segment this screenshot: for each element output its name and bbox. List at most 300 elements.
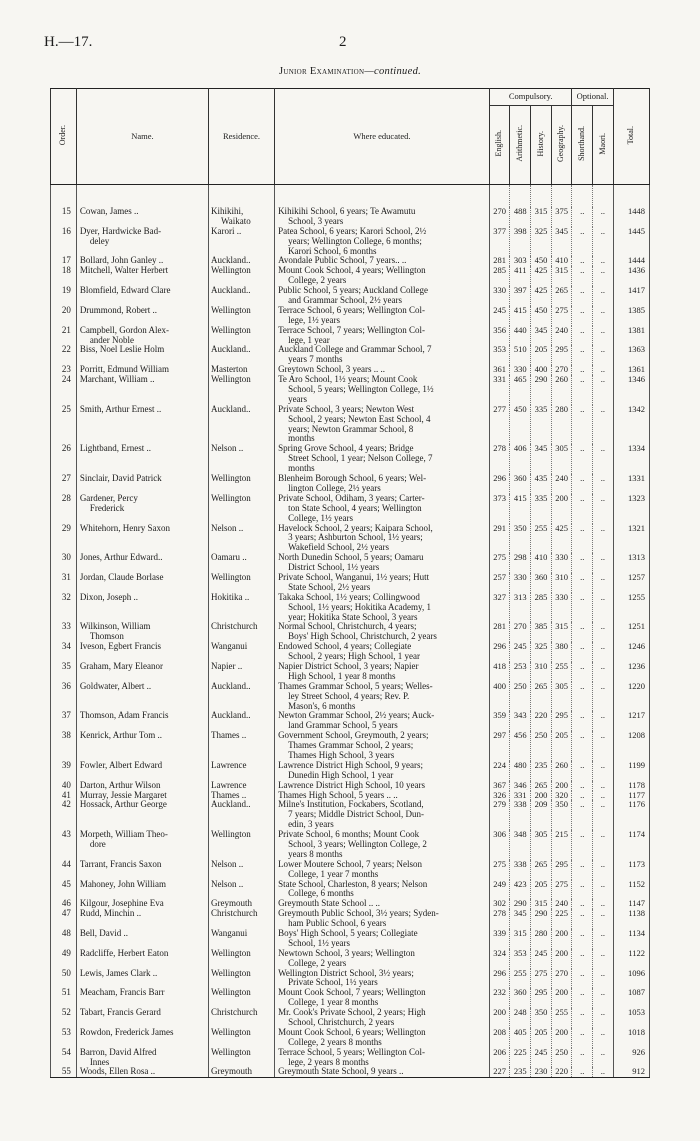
order-cell: 30 <box>51 553 77 573</box>
cell-line: ham Public School, 6 years <box>288 918 387 929</box>
score-cell: 345 <box>531 326 552 346</box>
order-cell: 18 <box>51 266 77 286</box>
score-cell: .. <box>572 524 593 554</box>
cell-line: Kilgour, Josephine Eva <box>79 898 164 909</box>
score-cell: 255 <box>551 1008 572 1028</box>
educated-cell <box>275 711 490 731</box>
table-row <box>51 207 650 227</box>
score-cell: .. <box>593 711 614 731</box>
score-cell: 260 <box>551 375 572 405</box>
cell-line: dore <box>89 839 106 849</box>
cell-line: College, 1 year 8 months <box>288 997 379 1008</box>
cell-line: Auckland.. <box>210 255 251 266</box>
total-cell: 1053 <box>613 1008 649 1028</box>
cell-line: Hossack, Arthur George <box>79 799 167 810</box>
score-cell: .. <box>593 899 614 909</box>
order-cell: 21 <box>51 326 77 346</box>
cell-line: Greymouth <box>210 1066 252 1077</box>
cell-line: School, 1½ years; Hokitika Academy, 1 <box>288 601 431 612</box>
cell-line: Sinclair, David Patrick <box>79 473 162 484</box>
table-row <box>51 731 650 761</box>
cell-line: Christchurch <box>210 908 258 919</box>
educated-cell <box>275 266 490 286</box>
score-cell: 295 <box>551 345 572 365</box>
residence-cell <box>208 860 274 880</box>
cell-line: Wellington <box>210 987 251 998</box>
cell-line: Private School, Odiham, 3 years; Carter- <box>278 492 425 503</box>
score-cell: 425 <box>551 524 572 554</box>
table-row <box>51 405 650 445</box>
score-cell: 418 <box>489 662 510 682</box>
score-cell: 200 <box>551 949 572 969</box>
cell-line: Darton, Arthur Wilson <box>79 779 161 790</box>
residence-cell <box>208 642 274 662</box>
score-cell: 220 <box>531 711 552 731</box>
order-cell: 35 <box>51 662 77 682</box>
cell-line: Nelson .. <box>210 522 244 533</box>
table-row <box>51 524 650 554</box>
score-cell: .. <box>593 662 614 682</box>
order-cell: 32 <box>51 593 77 623</box>
score-cell: 298 <box>510 553 531 573</box>
cell-line: College, 2 years 8 months <box>288 1036 382 1047</box>
table-row <box>51 761 650 781</box>
total-cell: 1138 <box>613 909 649 929</box>
name-cell <box>76 1008 208 1028</box>
cell-line: State School, Charleston, 8 years; Nelson <box>278 878 428 889</box>
score-cell: .. <box>593 791 614 801</box>
score-cell: .. <box>593 731 614 761</box>
score-cell: 224 <box>489 761 510 781</box>
cell-line: Rudd, Minchin .. <box>79 908 142 919</box>
score-cell: 339 <box>489 929 510 949</box>
educated-cell <box>275 1048 490 1068</box>
score-cell: 245 <box>531 949 552 969</box>
educated-cell <box>275 761 490 781</box>
order-cell: 44 <box>51 860 77 880</box>
score-cell: .. <box>572 899 593 909</box>
score-cell: 200 <box>551 1028 572 1048</box>
score-cell: 275 <box>489 860 510 880</box>
table-row <box>51 553 650 573</box>
cell-line: Nelson .. <box>210 878 244 889</box>
score-cell: 270 <box>551 365 572 375</box>
score-cell: .. <box>572 860 593 880</box>
table-row <box>51 662 650 682</box>
score-cell: .. <box>572 988 593 1008</box>
score-cell: 488 <box>510 207 531 227</box>
cell-line: State School, 2½ years <box>288 581 371 592</box>
residence-cell <box>208 880 274 900</box>
educated-cell <box>275 662 490 682</box>
educated-cell <box>275 860 490 880</box>
score-cell: .. <box>572 474 593 494</box>
score-cell: 303 <box>510 256 531 266</box>
cell-line: Innes <box>89 1056 110 1067</box>
residence-cell <box>208 929 274 949</box>
score-cell: 208 <box>489 1028 510 1048</box>
score-cell: 235 <box>510 1067 531 1077</box>
score-cell: .. <box>593 444 614 474</box>
score-cell: .. <box>593 860 614 880</box>
cell-line: Frederick <box>89 502 125 513</box>
total-cell: 1255 <box>613 593 649 623</box>
table-row <box>51 800 650 830</box>
cell-line: Morpeth, William Theo- <box>79 829 168 840</box>
subtitle-continued: —continued. <box>364 66 422 77</box>
score-cell: 338 <box>510 800 531 830</box>
score-cell: 227 <box>489 1067 510 1077</box>
cell-line: School, 3 years; Wellington College, 2 <box>288 839 427 849</box>
total-cell: 1361 <box>613 365 649 375</box>
name-cell <box>76 909 208 929</box>
cell-line: College, 2 years <box>288 275 347 286</box>
name-cell <box>76 949 208 969</box>
cell-line: Wellington <box>210 374 251 385</box>
score-cell: .. <box>593 622 614 642</box>
cell-line: Wellington <box>210 1026 251 1037</box>
table-row <box>51 326 650 346</box>
cell-line: ley Street School, 4 years; Rev. P. <box>288 690 410 701</box>
score-cell: 367 <box>489 781 510 791</box>
total-cell: 1177 <box>613 791 649 801</box>
cell-line: School, 2 years; High School, 1 year <box>288 651 421 662</box>
name-cell <box>76 266 208 286</box>
score-cell: .. <box>572 642 593 662</box>
score-cell: 235 <box>531 761 552 781</box>
score-cell: 296 <box>489 969 510 989</box>
score-cell: 250 <box>531 731 552 761</box>
score-cell: .. <box>572 553 593 573</box>
cell-line: Wellington <box>210 304 251 315</box>
score-cell: 255 <box>551 662 572 682</box>
score-cell: .. <box>572 326 593 346</box>
name-cell <box>76 444 208 474</box>
score-cell: 411 <box>510 266 531 286</box>
cell-line: Auckland.. <box>210 344 251 355</box>
cell-line: deley <box>89 235 110 246</box>
table-row <box>51 969 650 989</box>
table-row <box>51 682 650 712</box>
score-cell: 400 <box>531 365 552 375</box>
score-cell: 240 <box>551 899 572 909</box>
residence-cell <box>208 682 274 712</box>
total-cell: 1152 <box>613 880 649 900</box>
score-cell: 270 <box>551 969 572 989</box>
order-cell: 31 <box>51 573 77 593</box>
order-cell: 27 <box>51 474 77 494</box>
col-english-header: English. <box>489 106 510 185</box>
cell-line: Lawrence District High School, 10 years <box>278 779 426 790</box>
score-cell: 250 <box>551 1048 572 1068</box>
order-cell: 54 <box>51 1048 77 1068</box>
score-cell: 356 <box>489 326 510 346</box>
name-cell <box>76 1028 208 1048</box>
score-cell: 230 <box>531 1067 552 1077</box>
total-cell: 1208 <box>613 731 649 761</box>
order-cell: 46 <box>51 899 77 909</box>
score-cell: 270 <box>510 622 531 642</box>
score-cell: .. <box>572 711 593 731</box>
score-cell: 275 <box>551 880 572 900</box>
score-cell: 410 <box>531 553 552 573</box>
score-cell: .. <box>593 1008 614 1028</box>
total-cell: 1313 <box>613 553 649 573</box>
cell-line: years 7 months <box>288 354 343 365</box>
cell-line: land Grammar School, 5 years <box>288 720 398 731</box>
order-cell: 17 <box>51 256 77 266</box>
score-cell: 200 <box>489 1008 510 1028</box>
score-cell: 277 <box>489 405 510 445</box>
score-cell: .. <box>593 1028 614 1048</box>
score-cell: .. <box>593 642 614 662</box>
score-cell: 398 <box>510 227 531 257</box>
cell-line: Private School, Wanganui, 1½ years; Hutt <box>278 571 430 582</box>
col-name-header: Name. <box>76 89 208 185</box>
cell-line: Nelson .. <box>210 443 244 454</box>
educated-cell <box>275 207 490 227</box>
score-cell: .. <box>572 791 593 801</box>
total-cell: 1199 <box>613 761 649 781</box>
cell-line: 3 years; Ashburton School, 1½ years; <box>288 532 423 543</box>
table-row <box>51 929 650 949</box>
cell-line: months <box>288 463 315 474</box>
score-cell: .. <box>593 1048 614 1068</box>
educated-cell <box>275 909 490 929</box>
residence-cell <box>208 524 274 554</box>
cell-line: School, 3 years <box>288 215 344 226</box>
residence-cell <box>208 405 274 445</box>
table-row <box>51 642 650 662</box>
score-cell: .. <box>593 593 614 623</box>
score-cell: .. <box>572 405 593 445</box>
table-row <box>51 711 650 731</box>
name-cell <box>76 800 208 830</box>
score-cell: 305 <box>531 830 552 860</box>
residence-cell <box>208 444 274 474</box>
residence-cell <box>208 711 274 731</box>
educated-cell <box>275 830 490 860</box>
cell-line: College, 6 months <box>288 888 354 899</box>
score-cell: 327 <box>489 593 510 623</box>
cell-line: Oamaru .. <box>210 552 247 563</box>
educated-cell <box>275 573 490 593</box>
name-cell <box>76 731 208 761</box>
total-cell: 1444 <box>613 256 649 266</box>
cell-line: Campbell, Gordon Alex- <box>79 324 170 335</box>
optional-group-header: Optional. <box>572 89 613 106</box>
cell-line: Jordan, Claude Borlase <box>79 571 164 582</box>
order-cell: 47 <box>51 909 77 929</box>
educated-cell <box>275 929 490 949</box>
cell-line: Wellington <box>210 492 251 503</box>
score-cell: 209 <box>531 800 552 830</box>
report-code: H.—17. <box>44 34 93 50</box>
cell-line: Spring Grove School, 4 years; Bridge <box>278 443 414 454</box>
score-cell: 265 <box>531 682 552 712</box>
name-cell <box>76 345 208 365</box>
educated-cell <box>275 474 490 494</box>
score-cell: 280 <box>551 405 572 445</box>
residence-cell <box>208 731 274 761</box>
score-cell: 360 <box>531 573 552 593</box>
table-row <box>51 573 650 593</box>
cell-line: Radcliffe, Herbert Eaton <box>79 947 169 958</box>
order-cell: 37 <box>51 711 77 731</box>
educated-cell <box>275 1028 490 1048</box>
cell-line: Wellington <box>210 947 251 958</box>
score-cell: 200 <box>551 929 572 949</box>
name-cell <box>76 682 208 712</box>
score-cell: .. <box>593 266 614 286</box>
educated-cell <box>275 642 490 662</box>
cell-line: Fowler, Albert Edward <box>79 759 163 770</box>
table-row <box>51 830 650 860</box>
score-cell: 425 <box>531 286 552 306</box>
table-row <box>51 622 650 642</box>
cell-line: Boys' High School, 5 years; Collegiate <box>278 928 418 939</box>
cell-line: months <box>288 433 315 444</box>
cell-line: College, 1 year 7 months <box>288 868 379 879</box>
residence-cell <box>208 909 274 929</box>
cell-line: Wilkinson, William <box>79 621 151 632</box>
residence-cell <box>208 800 274 830</box>
score-cell: 255 <box>531 524 552 554</box>
score-cell: 423 <box>510 880 531 900</box>
residence-cell <box>208 969 274 989</box>
score-cell: 325 <box>531 227 552 257</box>
cell-line: Lightband, Ernest .. <box>79 443 152 454</box>
col-order-header: Order. <box>51 89 77 185</box>
name-cell <box>76 494 208 524</box>
cell-line: Greymouth State School .. .. <box>278 898 381 909</box>
residence-cell <box>208 593 274 623</box>
score-cell: .. <box>593 256 614 266</box>
cell-line: Greymouth State School, 9 years .. <box>278 1066 404 1077</box>
table-subtitle <box>0 66 700 77</box>
score-cell: 297 <box>489 731 510 761</box>
score-cell: .. <box>572 306 593 326</box>
cell-line: Wellington <box>210 473 251 484</box>
score-cell: 324 <box>489 949 510 969</box>
score-cell: 280 <box>531 929 552 949</box>
score-cell: 406 <box>510 444 531 474</box>
score-cell: .. <box>572 880 593 900</box>
order-cell: 39 <box>51 761 77 781</box>
score-cell: 338 <box>510 860 531 880</box>
residence-cell <box>208 266 274 286</box>
score-cell: 450 <box>531 306 552 326</box>
total-cell: 1122 <box>613 949 649 969</box>
score-cell: 225 <box>551 909 572 929</box>
score-cell: 405 <box>510 1028 531 1048</box>
score-cell: 348 <box>510 830 531 860</box>
cell-line: Mitchell, Walter Herbert <box>79 265 169 276</box>
cell-line: Napier .. <box>210 660 243 671</box>
cell-line: and Grammar School, 2½ years <box>288 295 403 306</box>
name-cell <box>76 207 208 227</box>
score-cell: 335 <box>531 494 552 524</box>
cell-line: Wellington <box>210 324 251 335</box>
score-cell: 275 <box>489 553 510 573</box>
score-cell: 245 <box>489 306 510 326</box>
total-cell: 1087 <box>613 988 649 1008</box>
score-cell: 215 <box>551 830 572 860</box>
score-cell: .. <box>572 929 593 949</box>
cell-line: Lawrence <box>210 759 247 770</box>
cell-line: Tarrant, Francis Saxon <box>79 858 162 869</box>
table-row <box>51 880 650 900</box>
score-cell: .. <box>572 444 593 474</box>
cell-line: years; Newton Grammar School, 8 <box>288 423 414 434</box>
total-cell: 1436 <box>613 266 649 286</box>
score-cell: 278 <box>489 444 510 474</box>
cell-line: Thames Grammar School, 5 years; Welles- <box>278 680 433 691</box>
score-cell: .. <box>572 1008 593 1028</box>
name-cell <box>76 622 208 642</box>
residence-cell <box>208 949 274 969</box>
cell-line: Christchurch <box>210 621 258 632</box>
name-cell <box>76 227 208 257</box>
name-cell <box>76 286 208 306</box>
total-cell: 1173 <box>613 860 649 880</box>
score-cell: .. <box>572 227 593 257</box>
score-cell: 415 <box>510 306 531 326</box>
cell-line: High School, 1 year 8 months <box>288 670 396 681</box>
name-cell <box>76 553 208 573</box>
table-row <box>51 306 650 326</box>
score-cell: 360 <box>510 988 531 1008</box>
score-cell: 285 <box>489 266 510 286</box>
cell-line: edin, 3 years <box>288 819 334 830</box>
score-cell: 397 <box>510 286 531 306</box>
col-maori-header: Maori. <box>593 106 614 185</box>
score-cell: .. <box>593 524 614 554</box>
order-cell: 29 <box>51 524 77 554</box>
score-cell: .. <box>593 969 614 989</box>
order-cell: 19 <box>51 286 77 306</box>
cell-line: Biss, Noel Leslie Holm <box>79 344 165 355</box>
name-cell <box>76 830 208 860</box>
score-cell: .. <box>572 781 593 791</box>
score-cell: .. <box>572 909 593 929</box>
score-cell: 250 <box>510 682 531 712</box>
score-cell: .. <box>593 345 614 365</box>
educated-cell <box>275 682 490 712</box>
table-row <box>51 494 650 524</box>
score-cell: 465 <box>510 375 531 405</box>
educated-cell <box>275 227 490 257</box>
cell-line: Hokitika .. <box>210 591 250 602</box>
score-cell: 343 <box>510 711 531 731</box>
table-row <box>51 909 650 929</box>
total-cell: 1257 <box>613 573 649 593</box>
cell-line: Dunedin High School, 1 year <box>288 769 394 780</box>
score-cell: .. <box>593 830 614 860</box>
order-cell: 50 <box>51 969 77 989</box>
cell-line: Wellington <box>210 571 251 582</box>
score-cell: .. <box>572 365 593 375</box>
score-cell: 385 <box>531 622 552 642</box>
name-cell <box>76 761 208 781</box>
score-cell: .. <box>572 207 593 227</box>
score-cell: 290 <box>510 899 531 909</box>
educated-cell <box>275 593 490 623</box>
total-cell: 1236 <box>613 662 649 682</box>
compulsory-group-header: Compulsory. <box>489 89 572 106</box>
score-cell: .. <box>593 761 614 781</box>
cell-line: years <box>288 393 308 404</box>
